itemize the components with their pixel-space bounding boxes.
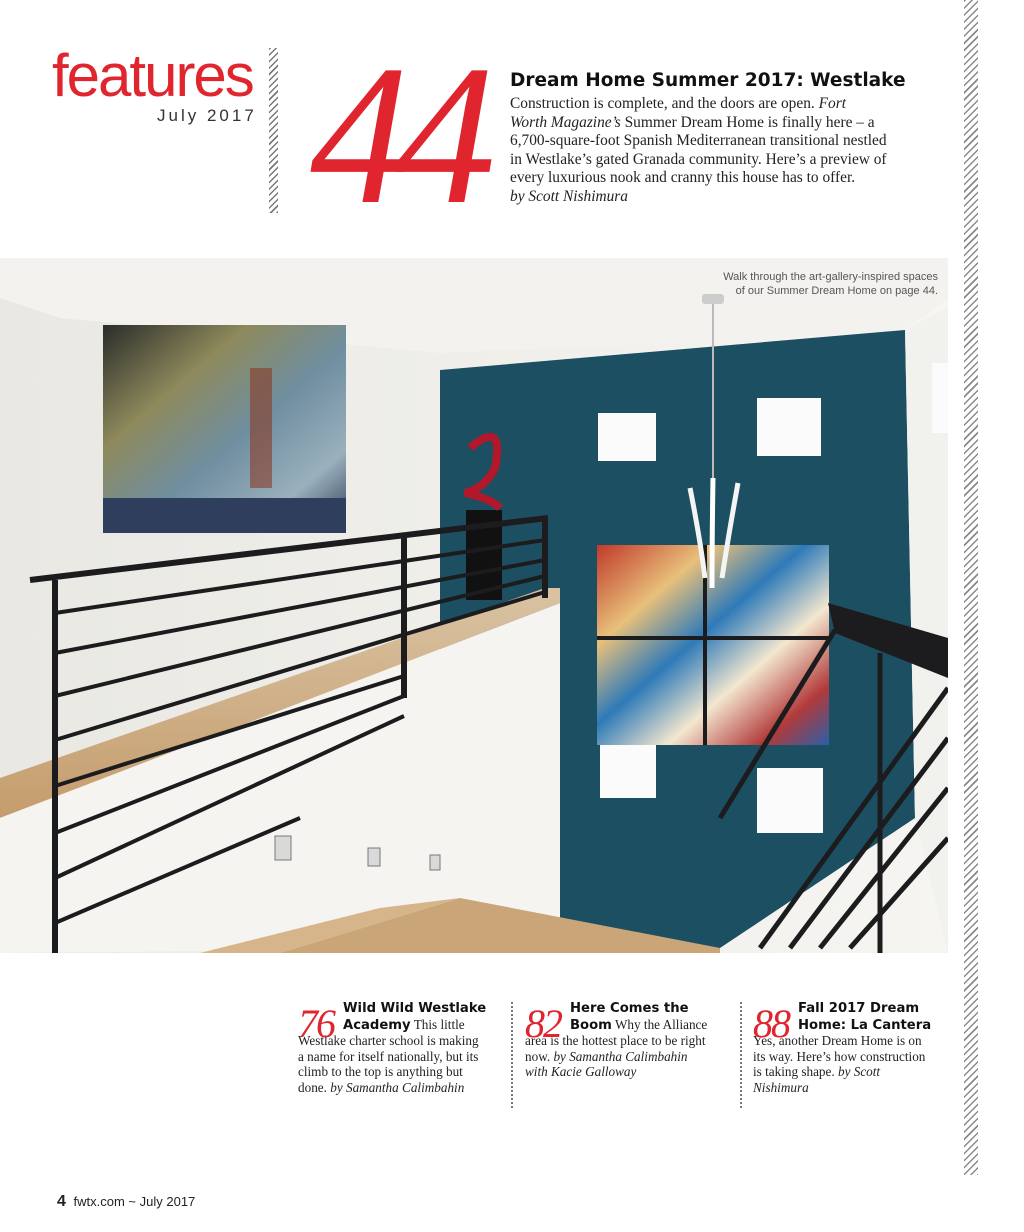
lead-line-4: in Westlake’s gated Granada community. Here’s a preview of	[510, 150, 887, 168]
teaser-82[interactable]	[525, 1000, 725, 1080]
footer-page-number: 4	[57, 1193, 66, 1210]
teaser-text: This little	[410, 1016, 465, 1032]
teaser-line: area is the hottest place to be right	[525, 1033, 706, 1048]
teaser-title-cont: Academy	[343, 1017, 411, 1033]
teaser-title: Here Comes the	[570, 1001, 689, 1016]
teaser-line: now.	[525, 1048, 554, 1064]
teaser-76[interactable]	[298, 1000, 498, 1095]
photo-caption	[723, 270, 938, 298]
lead-story-title[interactable]: Dream Home Summer 2017: Westlake	[510, 70, 906, 91]
lead-line-1: Construction is complete, and the doors are open. Fort	[510, 95, 846, 112]
teaser-line: done.	[298, 1079, 331, 1095]
edge-hatch-border	[964, 0, 978, 1175]
teaser-title-cont: Home: La Cantera	[798, 1017, 932, 1033]
feature-photo	[0, 258, 948, 953]
teaser-byline-cont: Nishimura	[753, 1079, 809, 1095]
lead-line-3: 6,700-square-foot Spanish Mediterranean transitional nestled	[510, 132, 887, 150]
teaser-byline: by Samantha Calimbahin	[553, 1048, 688, 1064]
lead-byline: by Scott Nishimura	[510, 187, 628, 205]
teaser-line: a name for itself nationally, but its	[298, 1048, 479, 1064]
teaser-page-number: 88	[753, 1001, 789, 1046]
staircase-photo-illustration	[0, 258, 948, 953]
teaser-line: is taking shape.	[753, 1064, 838, 1079]
lead-page-number: 44	[310, 25, 482, 246]
teaser-text: Why the Alliance	[611, 1016, 708, 1032]
column-divider	[511, 1002, 513, 1108]
header-hatch-divider	[269, 48, 278, 213]
page-footer	[57, 1193, 195, 1211]
teaser-title: Wild Wild Westlake	[343, 1001, 487, 1016]
teaser-byline: by Samantha Calimbahin	[330, 1079, 465, 1095]
lead-line-5: every luxurious nook and cranny this house has to offer.	[510, 169, 856, 187]
photo-caption-line-2: of our Summer Dream Home on page 44.	[735, 285, 938, 297]
column-divider	[740, 1002, 742, 1108]
teaser-line: its way. Here’s how construction	[753, 1048, 926, 1064]
lead-line-2: Worth Magazine’s Summer Dream Home is finally here – a	[510, 113, 875, 131]
section-title: features	[52, 42, 253, 109]
teaser-byline-cont: with Kacie Galloway	[525, 1064, 637, 1079]
teaser-title: Fall 2017 Dream	[798, 1001, 920, 1016]
footer-text[interactable]: fwtx.com ~ July 2017	[73, 1194, 196, 1209]
teaser-title-cont: Boom	[570, 1017, 612, 1033]
teaser-page-number: 76	[298, 1001, 334, 1046]
teaser-line: climb to the top is anything but	[298, 1064, 463, 1079]
photo-caption-line-1: Walk through the art-gallery-inspired spaces	[723, 271, 938, 283]
teaser-line: Westlake charter school is making	[298, 1033, 479, 1048]
teaser-byline: by Scott	[837, 1064, 881, 1079]
teaser-page-number: 82	[525, 1001, 561, 1046]
lead-story-body	[510, 95, 955, 207]
teaser-88[interactable]	[753, 1000, 953, 1095]
teaser-line: Yes, another Dream Home is on	[753, 1033, 922, 1048]
issue-date: July 2017	[157, 106, 257, 125]
